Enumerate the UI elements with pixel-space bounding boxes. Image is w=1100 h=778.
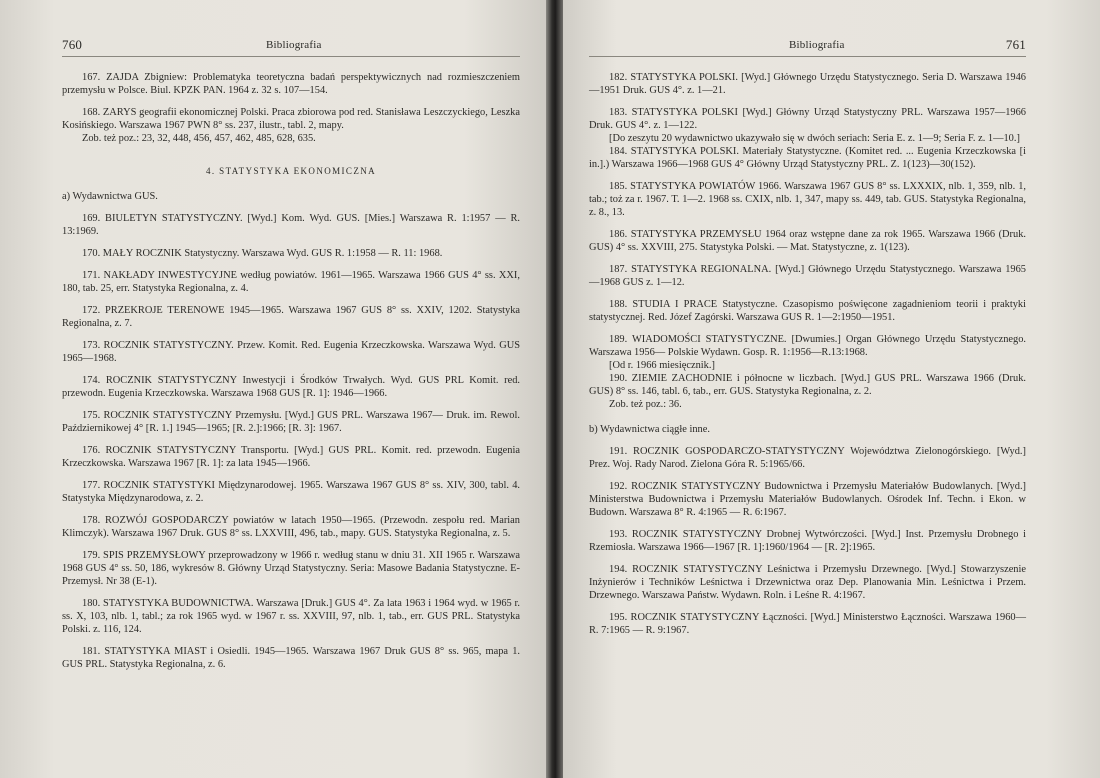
bibliography-entry: 170. MAŁY ROCZNIK Statystyczny. Warszawa Wyd. GUS R. 1:1958 — R. 11: 1968. [82, 248, 443, 259]
cross-reference-note: Zob. też poz.: 36. [609, 399, 682, 410]
bibliography-entry: 172. PRZEKROJE TERENOWE 1945—1965. Warszawa 1967 GUS 8° ss. XXIV, 1202. Statystyka Regionalna, z. 7. [62, 305, 520, 329]
bibliography-entry: 195. ROCZNIK STATYSTYCZNY Łączności. [Wyd.] Ministerstwo Łączności. Warszawa 1960— R. 7:1965 — R. 9:1967. [589, 612, 1026, 636]
subsection-heading: b) Wydawnictwa ciągłe inne. [589, 424, 710, 435]
entry-note: [Do zeszytu 20 wydawnictwo ukazywało się w dwóch seriach: Seria E. z. 1—9; Seria F. z. 1—10.] [609, 133, 1020, 144]
bibliography-entry: 187. STATYSTYKA REGIONALNA. [Wyd.] Głównego Urzędu Statystycznego. Warszawa 1965—1968 GUS z. 1—12. [589, 264, 1026, 288]
bibliography-entry: 189. WIADOMOŚCI STATYSTYCZNE. [Dwumies.] Organ Głównego Urzędu Statystycznego. Warszawa 1956— Polskie Wydawn. Gosp. R. 1:1956—R.13:1968. [589, 334, 1026, 358]
bibliography-entry: 175. ROCZNIK STATYSTYCZNY Przemysłu. [Wyd.] GUS PRL. Warszawa 1967— Druk. im. Rewol. Październikowej 4° [R. 1.] 1945—1965; [R. 2.]:1966; [R. 3]: 1967. [62, 410, 520, 434]
bibliography-entry: 167. ZAJDA Zbigniew: Problematyka teoretyczna badań perspektywicznych nad rozmieszczeniem przemysłu w Polsce. Biul. KPZK PAN. 1964 z. 32 s. 107—154. [62, 72, 520, 96]
left-page-number: 760 [62, 37, 83, 52]
bibliography-entry: 188. STUDIA I PRACE Statystyczne. Czasopismo poświęcone zagadnieniom teorii i praktyki statystycznej. Red. Józef Zagórski. Warszawa GUS R. 1—2:1950—1951. [589, 299, 1026, 323]
bibliography-entry: 171. NAKŁADY INWESTYCYJNE według powiatów. 1961—1965. Warszawa 1966 GUS 4° ss. XXI, 180, tab. 25, err. Statystyka Regionalna, z. 4. [62, 270, 520, 294]
left-page-body [62, 71, 520, 671]
bibliography-entry: 173. ROCZNIK STATYSTYCZNY. Przew. Komit. Red. Eugenia Krzeczkowska. Warszawa Wyd. GUS 1965—1968. [62, 340, 520, 364]
bibliography-entry: 180. STATYSTYKA BUDOWNICTWA. Warszawa [Druk.] GUS 4°. Za lata 1963 i 1964 wyd. w 1965 r. ss. X, 103, nlb. 1, tabl.; za rok 1965 wyd. w 1967 r. ss. XXVIII, 97, nlb. 1, tab., err. GUS PRL. Statystyka Polski. z. 116, 124. [62, 598, 520, 635]
bibliography-entry: 192. ROCZNIK STATYSTYCZNY Budownictwa i Przemysłu Materiałów Budowlanych. [Wyd.] Ministerstwa Budownictwa i Przemysłu Materiałów Budowlanych. Ośrodek Inf. Techn. i Ekon. w Budown. Warszawa 8° R. 4:1965 — R. 6:1967. [589, 481, 1026, 518]
bibliography-entry: 174. ROCZNIK STATYSTYCZNY Inwestycji i Środków Trwałych. Wyd. GUS PRL Komit. red. przewodn. Eugenia Krzeczkowska. Warszawa 1968 GUS [R. 1]: 1946—1966. [62, 375, 520, 399]
bibliography-entry: 194. ROCZNIK STATYSTYCZNY Leśnictwa i Przemysłu Drzewnego. [Wyd.] Stowarzyszenie Inżynierów i Techników Leśnictwa i Drzewnictwa oraz Dep. Planowania Min. Leśnictwa i Przem. Drzewnego. Warszawa Państw. Wydawn. Roln. i Leśne R. 4:1967. [589, 564, 1026, 601]
bibliography-entry: 183. STATYSTYKA POLSKI [Wyd.] Główny Urząd Statystyczny PRL. Warszawa 1957—1966 Druk. GUS 4°. z. 1—122. [589, 107, 1026, 131]
bibliography-entry: 177. ROCZNIK STATYSTYKI Międzynarodowej. 1965. Warszawa 1967 GUS 8° ss. XIV, 300, tabl. 4. Statystyka Międzynarodowa, z. 2. [62, 480, 520, 504]
left-running-title: Bibliografia [266, 39, 322, 51]
right-page [563, 0, 1100, 778]
bibliography-entry: 190. ZIEMIE ZACHODNIE i północne w liczbach. [Wyd.] GUS PRL. Warszawa 1966 (Druk. GUS) 8° ss. 146, tabl. 6, tab., err. GUS. Statystyka Regionalna, z. 2. [589, 373, 1026, 397]
left-page [0, 0, 546, 778]
book-gutter [546, 0, 563, 778]
section-heading: 4. STATYSTYKA EKONOMICZNA [205, 166, 377, 176]
bibliography-entry: 169. BIULETYN STATYSTYCZNY. [Wyd.] Kom. Wyd. GUS. [Mies.] Warszawa R. 1:1957 — R. 13:1969. [62, 213, 520, 237]
bibliography-entry: 193. ROCZNIK STATYSTYCZNY Drobnej Wytwórczości. [Wyd.] Inst. Przemysłu Drobnego i Rzemiosła. Warszawa 1966—1967 [R. 1]:1960/1964 — [R. 2]:1965. [589, 529, 1026, 553]
left-page-header [62, 36, 520, 57]
bibliography-entry: 181. STATYSTYKA MIAST i Osiedli. 1945—1965. Warszawa 1967 Druk GUS 8° ss. 965, mapa 1. GUS PRL. Statystyka Regionalna, z. 6. [62, 646, 520, 670]
right-running-title: Bibliografia [789, 39, 845, 51]
right-page-header [589, 36, 1026, 57]
bibliography-entry: 185. STATYSTYKA POWIATÓW 1966. Warszawa 1967 GUS 8° ss. LXXXIX, nlb. 1, 359, nlb. 1, tab.; toż za r. 1967. T. 1—2. 1968 ss. CXIX, nlb. 1, 347, mapy ss. 449, tab. GUS. Statystyka Regionalna, z. 8., 13. [589, 181, 1026, 218]
entry-note: [Od r. 1966 miesięcznik.] [609, 360, 715, 371]
bibliography-entry: 182. STATYSTYKA POLSKI. [Wyd.] Głównego Urzędu Statystycznego. Seria D. Warszawa 1946—1951 Druk. GUS 4°. z. 1—21. [589, 72, 1026, 96]
bibliography-entry: 184. STATYSTYKA POLSKI. Materiały Statystyczne. (Komitet red. ... Eugenia Krzeczkowska [i in.].) Warszawa 1966—1968 GUS 4° Główny Urząd Statystyczny PRL. Z. 1(123)—30(152). [589, 146, 1026, 170]
bibliography-entry: 168. ZARYS geografii ekonomicznej Polski. Praca zbiorowa pod red. Stanisława Leszczyckiego, Leszka Kosińskiego. Warszawa 1967 PWN 8° ss. 237, ilustr., tabl. 2, mapy. [62, 107, 520, 131]
bibliography-entry: 179. SPIS PRZEMYSŁOWY przeprowadzony w 1966 r. według stanu w dniu 31. XII 1965 r. Warszawa 1968 GUS 4° ss. 50, 186, wykresów 8. Główny Urząd Statystyczny. Seria: Masowe Badania Statystyczne. E-Przemysł. Nr 38 (E-1). [62, 550, 520, 587]
bibliography-entry: 186. STATYSTYKA PRZEMYSŁU 1964 oraz wstępne dane za rok 1965. Warszawa 1966 (Druk. GUS) 4° ss. XXVIII, 275. Statystyka Polski. — Mat. Statystyczne, z. 1(123). [589, 229, 1026, 253]
bibliography-entry: 178. ROZWÓJ GOSPODARCZY powiatów w latach 1950—1965. (Przewodn. zespołu red. Marian Klimczyk). Warszawa 1967 Druk. GUS 8° ss. LXXVIII, 496, tab., mapy. GUS. Statystyka Regionalna, z. 5. [62, 515, 520, 539]
cross-reference-note: Zob. też poz.: 23, 32, 448, 456, 457, 462, 485, 628, 635. [82, 133, 316, 144]
right-page-body [589, 71, 1026, 637]
subsection-heading: a) Wydawnictwa GUS. [62, 191, 158, 202]
bibliography-entry: 176. ROCZNIK STATYSTYCZNY Transportu. [Wyd.] GUS PRL. Komit. red. przewodn. Eugenia Krzeczkowska. Warszawa 1967 [R. 1]: za lata 1945—1966. [62, 445, 520, 469]
right-page-number: 761 [1005, 37, 1026, 52]
bibliography-entry: 191. ROCZNIK GOSPODARCZO-STATYSTYCZNY Województwa Zielonogórskiego. [Wyd.] Prez. Woj. Rady Narod. Zielona Góra R. 5:1965/66. [589, 446, 1026, 470]
